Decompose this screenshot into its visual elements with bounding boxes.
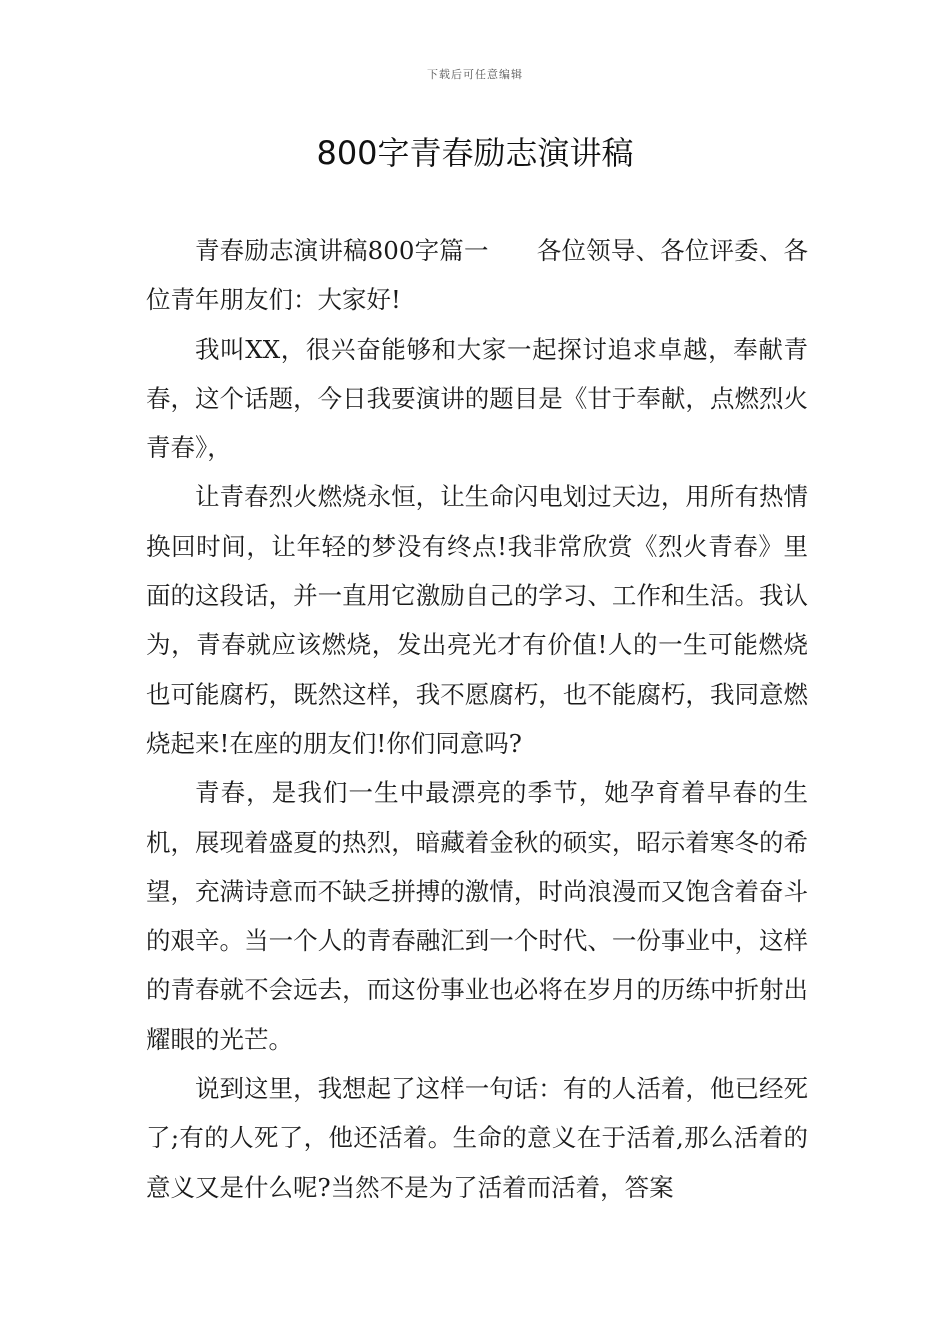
intro-greeting: 各位领导、各位评委、各位青年朋友们：大家好!: [146, 236, 809, 315]
body-paragraph: 让青春烈火燃烧永恒，让生命闪电划过天边，用所有热情换回时间，让年轻的梦没有终点!我非常欣赏《烈火青春》里面的这段话，并一直用它激励自己的学习、工作和生活。我认为，青春就应该燃烧，发出亮光才有价值!人的一生可能燃烧也可能腐朽，既然这样，我不愿腐朽，也不能腐朽，我同意燃烧起来!在座的朋友们!你们同意吗?: [146, 482, 808, 758]
body-paragraph: 我叫XX，很兴奋能够和大家一起探讨追求卓越，奉献青春，这个话题，今日我要演讲的题目是《甘于奉献，点燃烈火青春》，: [146, 334, 808, 463]
document-body: [146, 226, 808, 1212]
header-note: 下载后可任意编辑: [427, 68, 523, 81]
document-title: 800字青春励志演讲稿: [316, 134, 634, 172]
intro-paragraph: [146, 226, 808, 325]
body-paragraph: 青春，是我们一生中最漂亮的季节，她孕育着早春的生机，展现着盛夏的热烈，暗藏着金秋的硕实，昭示着寒冬的希望，充满诗意而不缺乏拼搏的激情，时尚浪漫而又饱含着奋斗的艰辛。当一个人的青春融汇到一个时代、一份事业中，这样的青春就不会远去，而这份事业也必将在岁月的历练中折射出耀眼的光芒。: [146, 778, 808, 1054]
intro-heading: 青春励志演讲稿800字篇一: [195, 236, 489, 265]
body-paragraph: 说到这里，我想起了这样一句话：有的人活着，他已经死了;有的人死了，他还活着。生命的意义在于活着,那么活着的意义又是什么呢?当然不是为了活着而活着，答案: [146, 1074, 808, 1202]
